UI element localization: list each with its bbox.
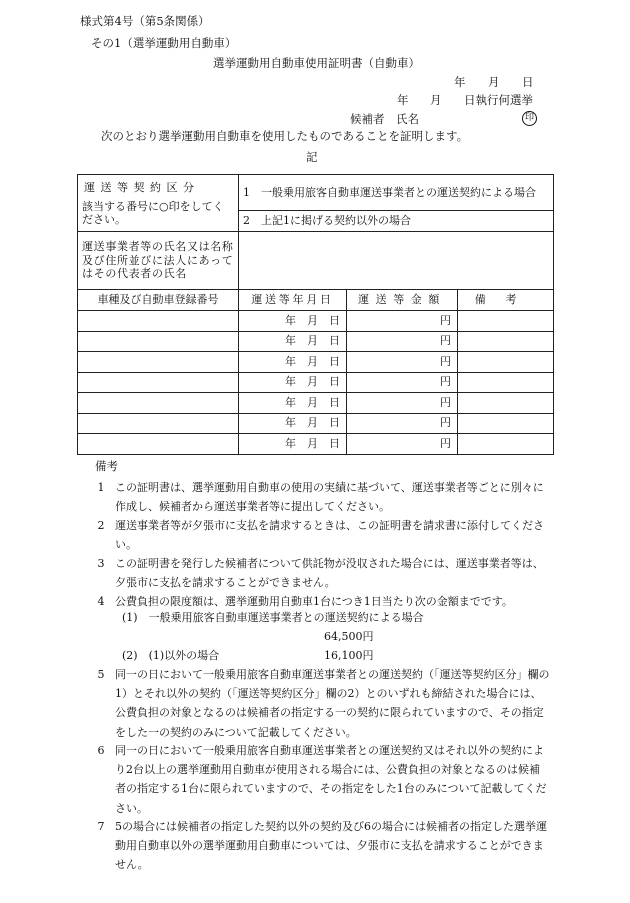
note-item-6 — [90, 741, 550, 818]
limit-2-label: (2) (1)以外の場合 — [122, 649, 220, 662]
note-number: 3 — [97, 557, 105, 570]
amount-cell[interactable]: 円 — [347, 311, 458, 332]
form-number: 様式第4号（第5条関係） — [80, 14, 210, 28]
date-cell[interactable]: 年 月 日 — [239, 393, 347, 414]
note-text: 運送事業者等が夕張市に支払を請求するときは、この証明書を請求書に添付してください。 — [115, 519, 544, 552]
note-text: この証明書を発行した候補者について供託物が没収された場合には、運送事業者等は、夕張市に支払を請求することができません。 — [115, 557, 544, 590]
table-header-row — [78, 290, 554, 311]
seal-circle: 印 — [522, 111, 537, 126]
note-cell[interactable] — [458, 413, 554, 434]
note-item-3 — [90, 554, 550, 592]
operator-label: 運送事業者等の氏名又は名称及び住所並びに法人にあってはその代表者の氏名 — [78, 232, 239, 290]
limit-1-amount: 64,500円 — [324, 630, 374, 643]
note-item-5 — [90, 665, 550, 742]
column-header-date: 運送等年月日 — [239, 290, 347, 311]
table-row — [78, 434, 554, 455]
amount-cell[interactable]: 円 — [347, 413, 458, 434]
column-header-notes: 備考 — [458, 290, 554, 311]
date-cell[interactable]: 年 月 日 — [239, 311, 347, 332]
date-cell[interactable]: 年 月 日 — [239, 434, 347, 455]
intro-text: 次のとおり選挙運動用自動車を使用したものであることを証明します。 — [101, 129, 469, 143]
note-number: 4 — [97, 595, 105, 608]
amount-cell[interactable]: 円 — [347, 331, 458, 352]
election-month: 月 — [430, 93, 442, 107]
limit-2-amount: 16,100円 — [324, 649, 374, 662]
page-title: 選挙運動用自動車使用証明書（自動車） — [213, 56, 420, 70]
date-cell[interactable]: 年 月 日 — [239, 331, 347, 352]
note-item-2 — [90, 516, 550, 554]
ki-label: 記 — [306, 150, 318, 164]
note-cell[interactable] — [458, 372, 554, 393]
election-year: 年 — [397, 93, 409, 107]
contract-option-1[interactable]: 1 一般乗用旅客自動車運送事業者との運送契約による場合 — [239, 175, 554, 211]
amount-cell[interactable]: 円 — [347, 352, 458, 373]
note-item-4 — [90, 592, 550, 611]
table-row — [78, 311, 554, 332]
note-cell[interactable] — [458, 331, 554, 352]
certificate-table — [77, 174, 554, 455]
date-cell[interactable]: 年 月 日 — [239, 352, 347, 373]
table-row — [78, 393, 554, 414]
amount-cell[interactable]: 円 — [347, 393, 458, 414]
notes-heading: 備考 — [95, 459, 118, 473]
seal-mark — [522, 111, 537, 126]
note-cell[interactable] — [458, 311, 554, 332]
note-text: 同一の日において一般乗用旅客自動車運送事業者との運送契約（「運送等契約区分」欄の1）とそれ以外の契約（「運送等契約区分」欄の2）とのいずれも締結された場合には、公費負担の対象となるのは候補者の指定する一の契約に限られていますので、その指定をした一の契約のみについて記載してください。 — [115, 668, 550, 739]
contract-type-label: 運送等契約区分 — [84, 180, 200, 194]
month-label: 月 — [488, 75, 500, 89]
table-row — [78, 372, 554, 393]
candidate-name-label: 候補者 氏名 — [350, 112, 419, 126]
note-number: 5 — [97, 668, 105, 681]
vehicle-cell[interactable] — [78, 413, 239, 434]
column-header-vehicle: 車種及び自動車登録番号 — [78, 290, 239, 311]
column-header-amount: 運送等金額 — [347, 290, 458, 311]
vehicle-cell[interactable] — [78, 393, 239, 414]
limit-1-label: (1) 一般乗用旅客自動車運送事業者との運送契約による場合 — [122, 611, 424, 624]
note-text: 公費負担の限度額は、選挙運動用自動車1台につき1日当たり次の金額までです。 — [115, 595, 513, 608]
vehicle-cell[interactable] — [78, 372, 239, 393]
amount-cell[interactable]: 円 — [347, 434, 458, 455]
contract-type-instruction: 該当する番号に○印をしてください。 — [82, 199, 224, 227]
amount-cell[interactable]: 円 — [347, 372, 458, 393]
vehicle-cell[interactable] — [78, 331, 239, 352]
table-row — [78, 413, 554, 434]
year-label: 年 — [454, 75, 466, 89]
vehicle-cell[interactable] — [78, 434, 239, 455]
table-row — [78, 331, 554, 352]
note-item-7 — [90, 817, 550, 875]
operator-field[interactable] — [239, 232, 554, 290]
note-text: 同一の日において一般乗用旅客自動車運送事業者との運送契約又はそれ以外の契約により2台以上の選挙運動用自動車が使用される場合には、公費負担の対象となるのは候補者の指定する1台に限られていますので、その指定をした1台のみについて記載してください。 — [115, 744, 547, 815]
note-text: 5の場合には候補者の指定した契約以外の契約及び6の場合には候補者の指定した選挙運動用自動車以外の選挙運動用自動車については、夕張市に支払を請求することができません。 — [115, 820, 547, 872]
note-number: 6 — [97, 744, 105, 757]
day-label: 日 — [522, 75, 534, 89]
election-day: 日執行何選挙 — [464, 93, 533, 107]
vehicle-cell[interactable] — [78, 311, 239, 332]
form-part: その1（選挙運動用自動車） — [91, 36, 237, 50]
note-cell[interactable] — [458, 352, 554, 373]
note-cell[interactable] — [458, 434, 554, 455]
date-cell[interactable]: 年 月 日 — [239, 372, 347, 393]
date-cell[interactable]: 年 月 日 — [239, 413, 347, 434]
note-text: この証明書は、選挙運動用自動車の使用の実績に基づいて、運送事業者等ごとに別々に作成し、候補者から運送事業者等に提出してください。 — [115, 481, 544, 514]
note-cell[interactable] — [458, 393, 554, 414]
note-number: 7 — [97, 820, 105, 833]
note-number: 1 — [97, 481, 105, 494]
contract-type-label-cell — [78, 175, 239, 232]
note-item-1 — [90, 478, 550, 516]
table-row — [78, 352, 554, 373]
vehicle-cell[interactable] — [78, 352, 239, 373]
contract-option-2[interactable]: 2 上記1に掲げる契約以外の場合 — [239, 211, 554, 232]
note-number: 2 — [97, 519, 105, 532]
